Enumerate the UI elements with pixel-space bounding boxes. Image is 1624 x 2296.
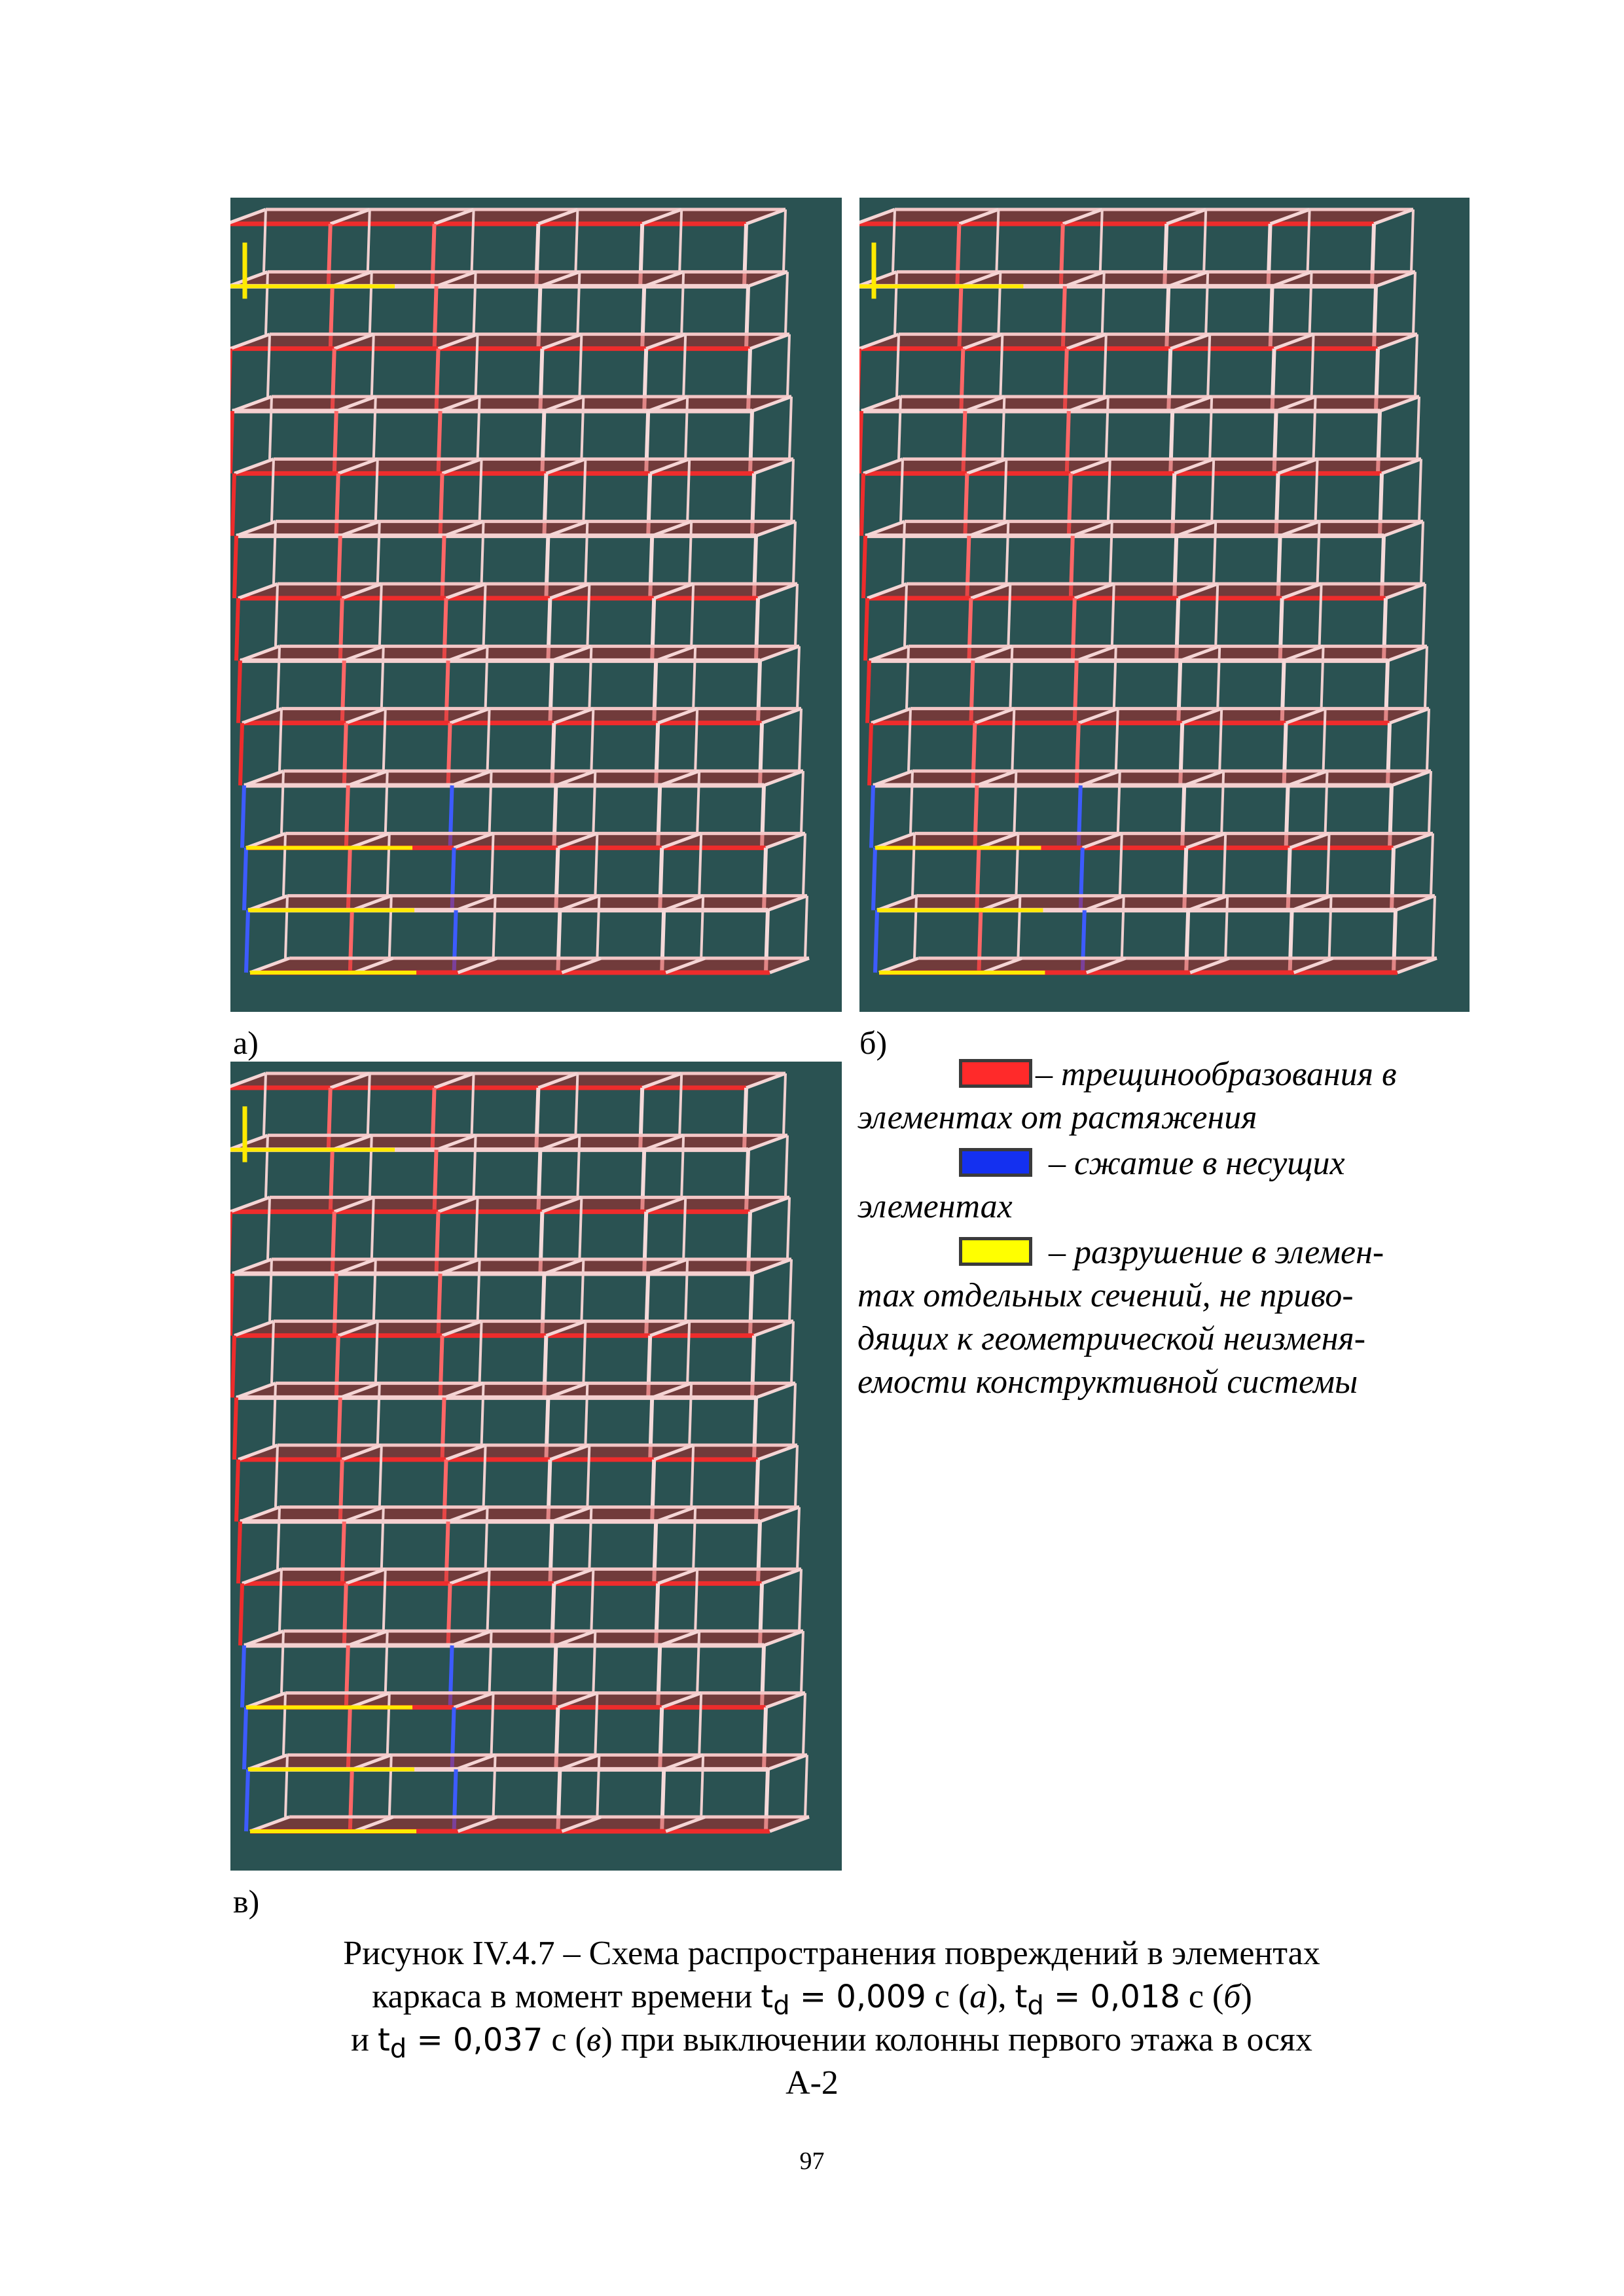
- front-column: [867, 660, 869, 723]
- back-column: [787, 1197, 789, 1259]
- legend-text-tension-2: элементах от растяжения: [857, 1099, 1257, 1136]
- front-column: [865, 598, 867, 660]
- back-column: [1431, 833, 1433, 895]
- back-column: [805, 1755, 807, 1817]
- figure-caption-line-1: Рисунок IV.4.7 – Схема распространения повреждений в элементах: [343, 1935, 1320, 1972]
- back-column: [791, 1321, 793, 1384]
- back-column: [784, 1073, 785, 1136]
- front-column: [861, 473, 863, 535]
- caption-td: $t_d = 0,009$: [761, 1979, 926, 2021]
- frame-drawing-b: [859, 198, 1470, 1012]
- back-column: [785, 272, 787, 334]
- back-column: [1423, 584, 1425, 646]
- back-column: [1415, 334, 1417, 397]
- page-number: 97: [799, 2147, 825, 2175]
- front-column: [240, 723, 242, 785]
- legend-swatch-compression: [959, 1148, 1032, 1177]
- frame-drawing-a: [230, 198, 842, 1012]
- front-column: [246, 910, 248, 973]
- legend-text-failure-4: емости конструктивной системы: [857, 1363, 1358, 1401]
- back-column: [789, 1259, 791, 1321]
- back-column: [795, 1445, 797, 1507]
- back-column: [1425, 646, 1427, 708]
- caption-td: $t_d = 0,037$: [377, 2022, 543, 2064]
- front-column: [240, 1583, 242, 1645]
- front-column: [238, 660, 240, 723]
- frame-panel-a: [230, 198, 842, 1012]
- front-column: [230, 1274, 232, 1336]
- back-column: [787, 334, 789, 397]
- caption-td: $t_d = 0,018$: [1015, 1979, 1180, 2021]
- front-column: [232, 473, 234, 535]
- front-column: [871, 785, 873, 848]
- front-column: [230, 411, 232, 473]
- legend-text-failure-2: тах отдельных сечений, не приво-: [857, 1277, 1354, 1314]
- back-column: [805, 896, 807, 958]
- front-column: [242, 785, 244, 848]
- back-column: [797, 646, 799, 708]
- front-column: [236, 1460, 238, 1522]
- legend-swatch-failure: [959, 1237, 1032, 1266]
- back-column: [1433, 896, 1435, 958]
- panel-label-v: в): [233, 1883, 260, 1920]
- back-column: [801, 1631, 803, 1693]
- panel-label-a: а): [233, 1024, 259, 1061]
- back-column: [1421, 522, 1423, 584]
- back-column: [799, 1569, 801, 1631]
- front-column: [875, 910, 877, 973]
- back-column: [799, 709, 801, 771]
- front-column: [863, 536, 865, 598]
- legend-text-tension-1: – трещинообразования в: [1036, 1056, 1397, 1093]
- front-column: [234, 1397, 236, 1460]
- back-column: [803, 833, 805, 895]
- front-column: [869, 723, 871, 785]
- front-column: [236, 598, 238, 660]
- front-column: [242, 1645, 244, 1708]
- back-column: [1419, 459, 1421, 521]
- front-column: [244, 1708, 246, 1770]
- back-column: [793, 1383, 795, 1445]
- back-column: [1427, 709, 1429, 771]
- front-column: [238, 1522, 240, 1584]
- back-column: [1413, 272, 1415, 334]
- front-column: [232, 1336, 234, 1398]
- back-column: [793, 522, 795, 584]
- back-column: [795, 584, 797, 646]
- back-column: [1417, 397, 1419, 459]
- frame-panel-b: [859, 198, 1470, 1012]
- back-column: [803, 1693, 805, 1755]
- back-column: [789, 397, 791, 459]
- legend-text-compression-1: – сжатие в несущих: [1049, 1145, 1345, 1182]
- legend-text-compression-2: элементах: [857, 1188, 1013, 1225]
- back-column: [791, 459, 793, 521]
- back-column: [785, 1136, 787, 1198]
- figure-caption-line-3: и $t_d = 0,037$ с (в) при выключении колонны первого этажа в осях: [351, 2021, 1312, 2064]
- figure-caption-line-2: каркаса в момент времени $t_d = 0,009$ с (а), $t_d = 0,018$ с (б): [372, 1978, 1252, 2021]
- back-column: [1411, 209, 1413, 272]
- front-column: [244, 848, 246, 910]
- legend-swatch-tension: [959, 1059, 1032, 1088]
- back-column: [784, 209, 785, 272]
- back-column: [801, 771, 803, 833]
- panel-label-b: б): [859, 1024, 888, 1061]
- caption-text: каркаса в момент времени: [372, 1978, 761, 2015]
- front-column: [873, 848, 875, 910]
- figure-caption-line-4: А-2: [785, 2064, 839, 2102]
- front-column: [246, 1769, 248, 1831]
- legend-text-failure-3: дящих к геометрической неизменя-: [857, 1320, 1366, 1357]
- frame-drawing-v: [230, 1062, 842, 1871]
- back-column: [797, 1507, 799, 1570]
- legend-text-failure-1: – разрушение в элемен-: [1049, 1234, 1384, 1271]
- front-column: [234, 536, 236, 598]
- front-column: [859, 411, 861, 473]
- back-column: [1429, 771, 1431, 833]
- frame-panel-v: [230, 1062, 842, 1871]
